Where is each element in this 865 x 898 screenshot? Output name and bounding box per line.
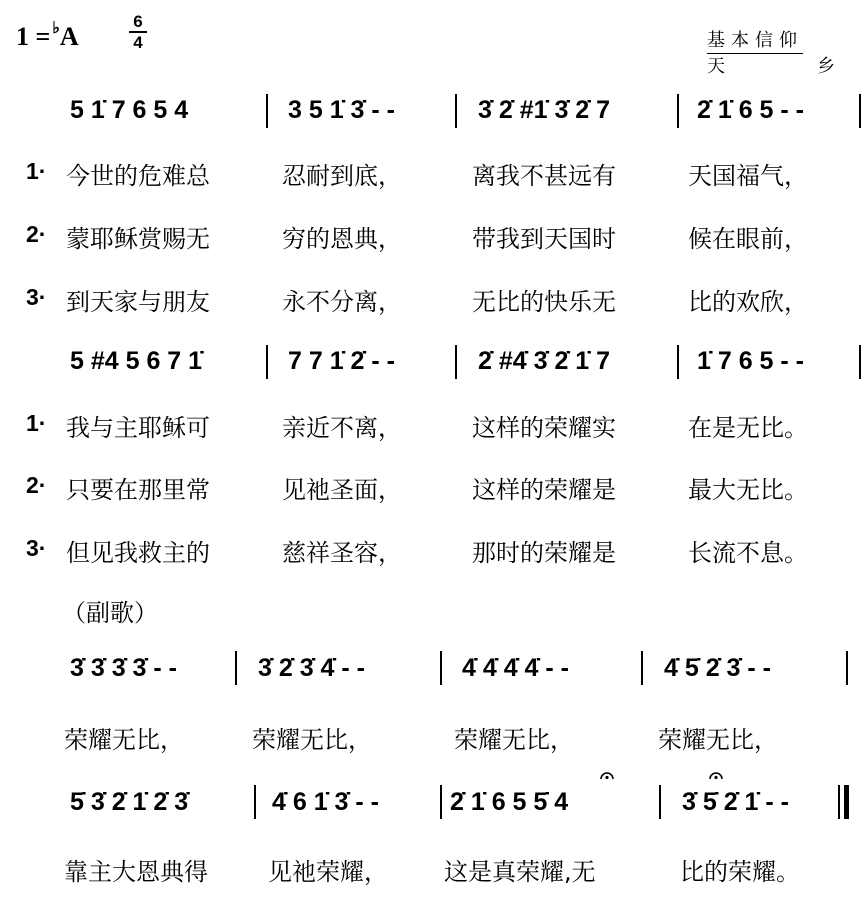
- lyric: 在是无比。: [688, 414, 808, 442]
- lyric: 靠主大恩典得: [64, 858, 208, 886]
- measure: 5 1̇ 7 6 5 4: [70, 96, 189, 124]
- measure: 2̇ 1̇ 6 5 5̇ 4: [450, 788, 569, 816]
- verse-number: 3·: [26, 535, 47, 561]
- measure: 2̇ #4̇ 3̇ 2̇ 1̇ 7: [478, 347, 611, 375]
- lyric: 荣耀无比，: [252, 726, 372, 754]
- key-signature: 1 = ♭A: [16, 20, 79, 51]
- lyric: 这样的荣耀实: [472, 414, 616, 442]
- final-barline-thin: [838, 785, 840, 819]
- lyric: 亲近不离，: [282, 414, 402, 442]
- lyric: 蒙耶稣赏赐无: [66, 225, 210, 253]
- barline: [254, 785, 256, 819]
- lyric: 我与主耶稣可: [66, 414, 210, 442]
- lyric: 这是真荣耀,无: [444, 858, 596, 886]
- measure: 3̇ 5̇ 2̇ 1̇ - -: [682, 788, 789, 816]
- measure: 5̇ 3̇ 2̇ 1̇ 2̇ 3̇: [70, 788, 189, 816]
- barline: [266, 94, 268, 128]
- barline: [641, 651, 643, 685]
- barline: [235, 651, 237, 685]
- lyric: 长流不息。: [688, 539, 808, 567]
- lyric: 荣耀无比，: [64, 726, 184, 754]
- lyric: 候在眼前，: [688, 225, 808, 253]
- barline: [455, 345, 457, 379]
- lyric: 无比的快乐无: [472, 288, 616, 316]
- lyric: 离我不甚远有: [472, 162, 616, 190]
- lyric: 到天家与朋友: [66, 288, 210, 316]
- lyric: 见祂荣耀，: [268, 858, 388, 886]
- lyric: 今世的危难总: [66, 162, 210, 190]
- measure: 1̇ 7 6 5 - -: [697, 347, 804, 375]
- verse-number: 2·: [26, 472, 47, 498]
- barline: [455, 94, 457, 128]
- barline: [859, 94, 861, 128]
- lyric: 忍耐到底，: [282, 162, 402, 190]
- verse-number: 3·: [26, 284, 47, 310]
- final-barline-thick: [844, 785, 849, 819]
- verse-number: 1·: [26, 158, 47, 184]
- song-title: 基本信仰: [707, 26, 803, 54]
- measure: 3̇ 3̇ 3̇ 3̇ - -: [70, 654, 177, 682]
- fermata-icon: [600, 770, 614, 780]
- meter-bottom: 4: [129, 31, 147, 52]
- barline: [440, 785, 442, 819]
- author: 天 乡: [707, 56, 835, 77]
- barline: [677, 94, 679, 128]
- verse-number: 2·: [26, 221, 47, 247]
- lyric: 天国福气，: [688, 162, 808, 190]
- measure: 2̇ 1̇ 6 5 - -: [697, 96, 804, 124]
- lyric: 永不分离，: [282, 288, 402, 316]
- measure: 4̇ 4̇ 4̇ 4̇ - -: [462, 654, 569, 682]
- measure: 3̇ 2̇ 3̇ 4̇ - -: [258, 654, 365, 682]
- chorus-label: （副歌）: [62, 599, 158, 627]
- fermata-icon: [709, 770, 723, 780]
- lyric: 慈祥圣容，: [282, 539, 402, 567]
- lyric: 比的荣耀。: [680, 858, 800, 886]
- lyric: 穷的恩典，: [282, 225, 402, 253]
- measure: 4̇ 6 1̇ 3̇ - -: [272, 788, 379, 816]
- barline: [659, 785, 661, 819]
- measure: 3 5 1̇ 3̇ - -: [288, 96, 395, 124]
- lyric: 荣耀无比，: [454, 726, 574, 754]
- barline: [859, 345, 861, 379]
- measure: 3̇ 2̇ #1̇ 3̇ 2̇ 7: [478, 96, 611, 124]
- lyric: 这样的荣耀是: [472, 476, 616, 504]
- verse-number: 1·: [26, 410, 47, 436]
- lyric: 见祂圣面，: [282, 476, 402, 504]
- lyric: 荣耀无比，: [658, 726, 778, 754]
- lyric: 但见我救主的: [66, 539, 210, 567]
- barline: [846, 651, 848, 685]
- lyric: 最大无比。: [688, 476, 808, 504]
- barline: [677, 345, 679, 379]
- lyric: 带我到天国时: [472, 225, 616, 253]
- barline: [440, 651, 442, 685]
- lyric: 比的欢欣，: [688, 288, 808, 316]
- time-signature: [129, 12, 147, 52]
- lyric: 那时的荣耀是: [472, 539, 616, 567]
- measure: 7 7 1̇ 2̇ - -: [288, 347, 395, 375]
- measure: 5 #4 5 6 7 1̇: [70, 347, 203, 375]
- meter-top: 6: [133, 12, 143, 31]
- lyric: 只要在那里常: [66, 476, 210, 504]
- measure: 4̇ 5̇ 2̇ 3̇ - -: [664, 654, 771, 682]
- barline: [266, 345, 268, 379]
